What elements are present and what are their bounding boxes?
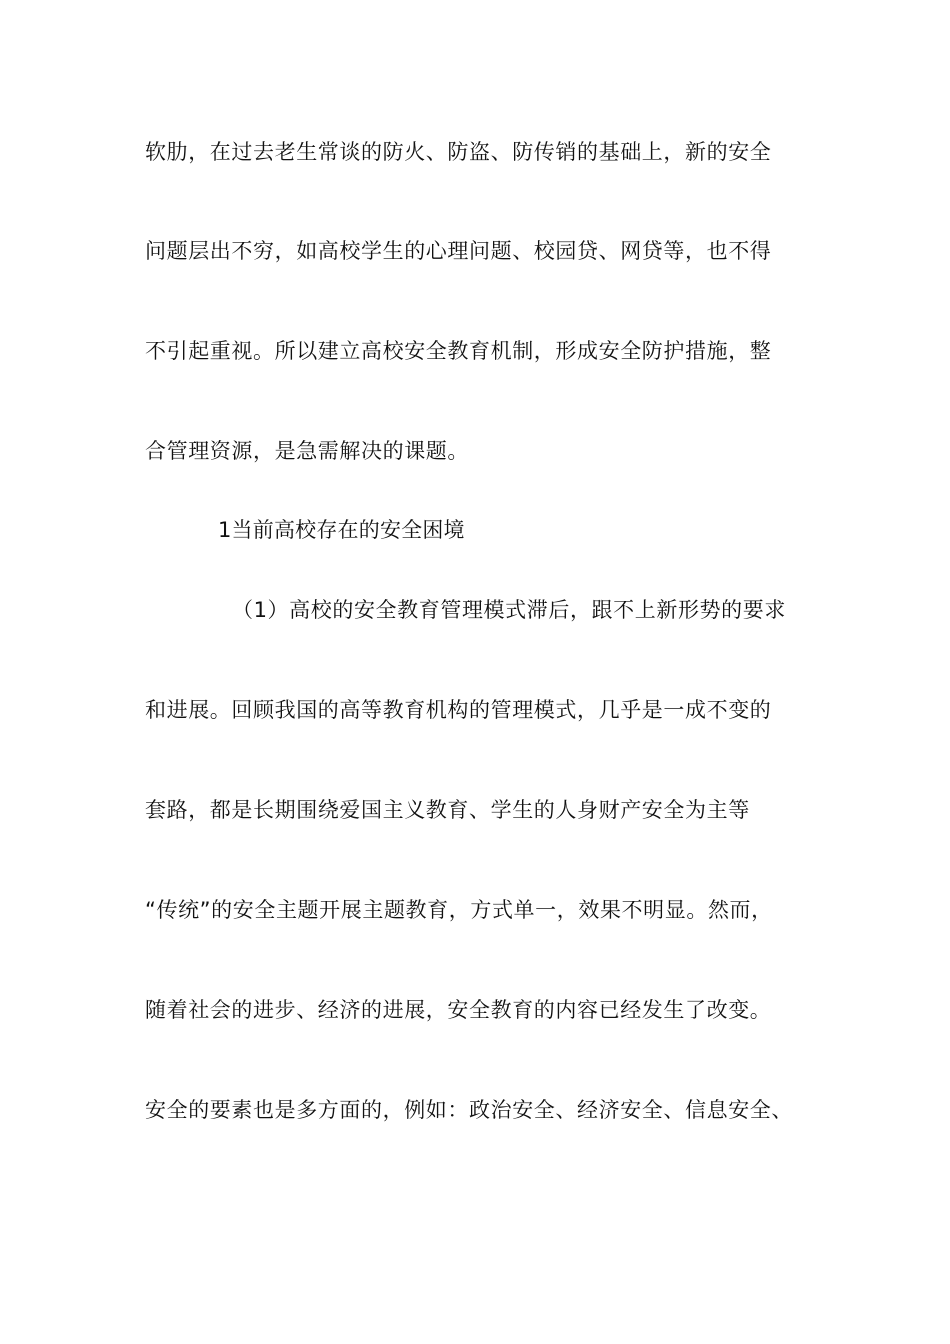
- paragraph-line: （1）高校的安全教育管理模式滞后，跟不上新形势的要求: [232, 598, 786, 622]
- paragraph-line: “传统”的安全主题开展主题教育，方式单一，效果不明显。然而，: [145, 898, 773, 922]
- paragraph-line: 合管理资源，是急需解决的课题。: [145, 439, 469, 463]
- paragraph-line: 随着社会的进步、经济的进展，安全教育的内容已经发生了改变。: [145, 998, 772, 1022]
- section-heading: 1当前高校存在的安全困境: [218, 518, 465, 542]
- paragraph-line: 软肋，在过去老生常谈的防火、防盗、防传销的基础上，新的安全: [145, 140, 772, 164]
- paragraph-line: 套路，都是长期围绕爱国主义教育、学生的人身财产安全为主等: [145, 798, 750, 822]
- paragraph-line: 和进展。回顾我国的高等教育机构的管理模式，几乎是一成不变的: [145, 698, 772, 722]
- paragraph-line: 问题层出不穷，如高校学生的心理问题、校园贷、网贷等，也不得: [145, 239, 772, 263]
- paragraph-line: 不引起重视。所以建立高校安全教育机制，形成安全防护措施，整: [145, 339, 772, 363]
- paragraph-line: 安全的要素也是多方面的，例如：政治安全、经济安全、信息安全、: [145, 1098, 793, 1122]
